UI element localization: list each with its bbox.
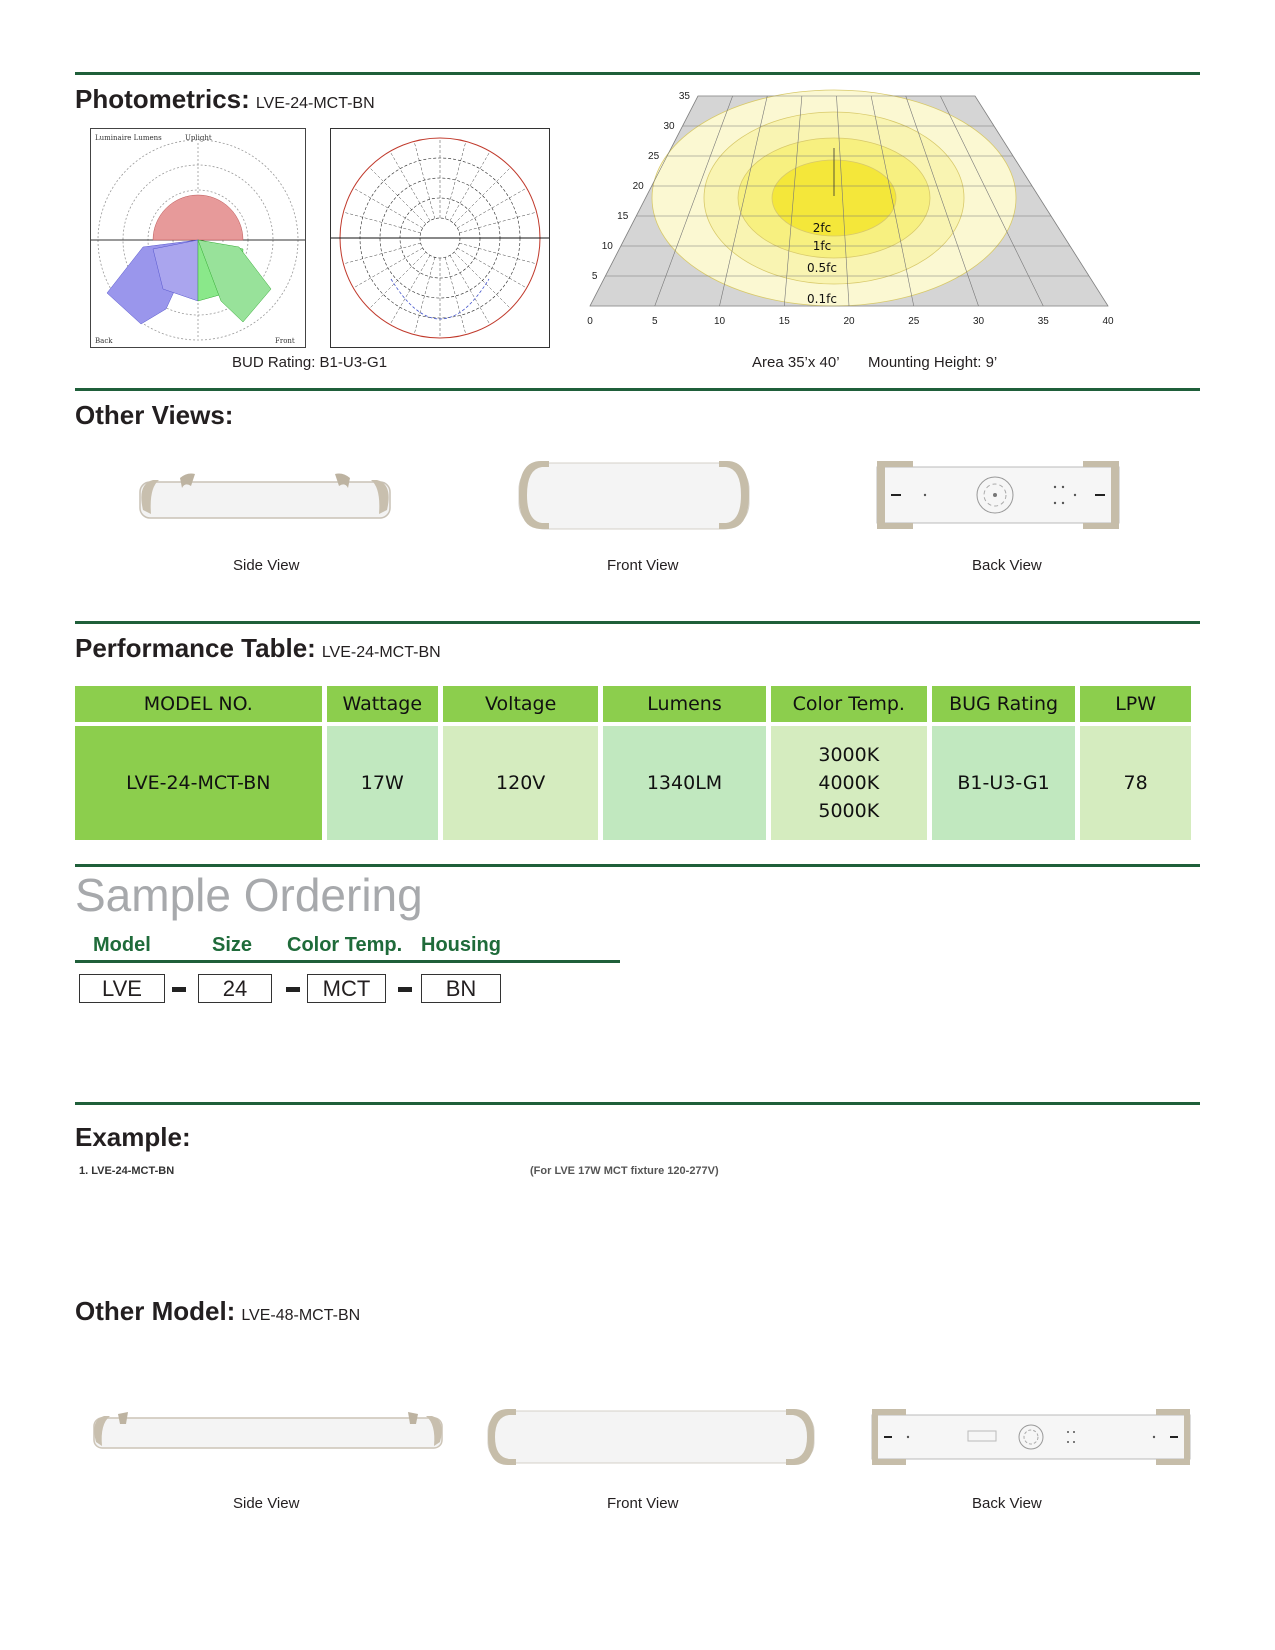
col-model: MODEL NO.	[75, 686, 322, 722]
col-bug-rating: BUG Rating	[932, 686, 1075, 722]
cct-4000: 4000K	[818, 772, 880, 794]
photometrics-heading	[75, 84, 375, 115]
front-view-image	[509, 455, 759, 535]
order-header-model: Model	[93, 934, 151, 956]
polar-grid-spoke	[414, 257, 435, 334]
other-model-heading	[75, 1296, 360, 1327]
iso-x-tick: 20	[843, 316, 855, 327]
iso-y-tick: 15	[617, 211, 629, 222]
other-side-view-caption: Side View	[233, 1495, 300, 1512]
other-model-title: Other Model:	[75, 1296, 236, 1326]
cell-lumens: 1340LM	[603, 726, 765, 840]
polar-grid-spoke	[454, 252, 511, 309]
performance-table	[70, 682, 1196, 844]
order-dash	[286, 987, 300, 992]
polar-grid-spoke	[445, 141, 466, 218]
polar-grid-spoke	[353, 188, 422, 228]
iso-x-tick: 10	[713, 316, 726, 327]
other-front-view-image	[482, 1405, 820, 1469]
polar-grid-chart	[330, 128, 550, 348]
cct-5000: 5000K	[818, 800, 880, 822]
other-side-view-image	[90, 1408, 446, 1458]
photometrics-model: LVE-24-MCT-BN	[255, 95, 375, 112]
cell-lpw: 78	[1080, 726, 1191, 840]
cell-bug-rating: B1-U3-G1	[932, 726, 1075, 840]
section-rule	[75, 1102, 1200, 1105]
col-lumens: Lumens	[603, 686, 765, 722]
section-rule	[75, 864, 1200, 867]
photometrics-title: Photometrics:	[75, 84, 250, 114]
polar-grid-spoke	[343, 243, 420, 264]
iso-y-tick: 5	[591, 271, 598, 282]
cct-3000: 3000K	[818, 744, 880, 766]
polar-grid-spoke	[390, 255, 430, 324]
iso-x-tick: 40	[1102, 316, 1114, 327]
cell-voltage: 120V	[443, 726, 598, 840]
other-back-view-image	[868, 1405, 1194, 1469]
iso-y-tick: 25	[648, 151, 660, 162]
side-view-image	[135, 470, 395, 530]
order-dash	[172, 987, 186, 992]
polar-grid-spoke	[457, 188, 526, 228]
iso-contour-label: 1fc	[812, 239, 832, 253]
order-header-housing: Housing	[421, 934, 501, 956]
polar-grid-spoke	[369, 167, 426, 224]
iso-y-tick: 35	[678, 91, 690, 102]
other-back-view-caption: Back View	[972, 1495, 1042, 1512]
iso-x-tick: 15	[778, 316, 790, 327]
polar-grid-spoke	[459, 243, 536, 264]
iso-contour-label: 2fc	[812, 221, 832, 235]
other-model-name: LVE-48-MCT-BN	[241, 1307, 361, 1324]
bud-rating-caption: BUD Rating: B1-U3-G1	[232, 354, 388, 371]
col-lpw: LPW	[1080, 686, 1191, 722]
iso-x-tick: 30	[972, 316, 985, 327]
polar-label-lumens: Luminaire Lumens	[95, 134, 162, 142]
col-voltage: Voltage	[443, 686, 598, 722]
polar-grid-spoke	[343, 212, 420, 233]
other-views-heading: Other Views:	[75, 400, 234, 430]
polar-grid-spoke	[457, 248, 526, 288]
back-view-image	[873, 455, 1123, 535]
iso-x-tick: 35	[1037, 316, 1049, 327]
order-rule	[75, 960, 620, 963]
iso-contour-label: 0.1fc	[807, 292, 837, 306]
polar-grid-spoke	[414, 141, 435, 218]
section-rule	[75, 621, 1200, 624]
order-box-housing: BN	[421, 974, 501, 1003]
other-front-view-caption: Front View	[607, 1495, 679, 1512]
cell-model: LVE-24-MCT-BN	[75, 726, 322, 840]
iso-y-tick: 10	[601, 241, 613, 252]
uplight-lobe	[153, 195, 243, 240]
order-box-color-temp: MCT	[307, 974, 386, 1003]
order-box-size: 24	[198, 974, 272, 1003]
polar-grid-spoke	[454, 167, 511, 224]
sample-ordering-title: Sample Ordering	[75, 869, 423, 921]
table-header-row	[75, 686, 1191, 722]
order-header-color-temp: Color Temp.	[287, 934, 403, 956]
polar-label-front: Front	[275, 337, 295, 345]
order-dash	[398, 987, 412, 992]
iso-x-tick: 25	[908, 316, 920, 327]
polar-grid-spoke	[445, 257, 466, 334]
side-view-caption: Side View	[233, 557, 300, 574]
section-rule	[75, 72, 1200, 75]
isofootcandle-chart	[587, 88, 1170, 348]
iso-x-tick: 5	[651, 316, 658, 327]
section-rule	[75, 388, 1200, 391]
performance-title: Performance Table:	[75, 633, 316, 663]
polar-grid-spoke	[450, 255, 490, 324]
order-header-size: Size	[212, 934, 253, 956]
area-caption: Area 35’x 40’	[752, 354, 840, 371]
example-heading: Example:	[75, 1122, 191, 1152]
polar-label-back: Back	[95, 337, 113, 345]
performance-heading	[75, 633, 441, 664]
back-view-caption: Back View	[972, 557, 1042, 574]
iso-x-tick: 0	[587, 316, 593, 327]
col-color-temp: Color Temp.	[771, 686, 927, 722]
iso-y-tick: 30	[663, 121, 675, 132]
order-box-model: LVE	[79, 974, 165, 1003]
example-note: (For LVE 17W MCT fixture 120-277V)	[530, 1165, 719, 1177]
polar-grid-spoke	[450, 151, 490, 220]
polar-label-uplight: Uplight	[185, 134, 212, 142]
polar-grid-spoke	[369, 252, 426, 309]
example-line: 1. LVE-24-MCT-BN	[79, 1165, 175, 1177]
iso-contour-label: 0.5fc	[807, 261, 837, 275]
polar-distribution-chart	[90, 128, 306, 348]
iso-y-tick: 20	[632, 181, 644, 192]
cell-color-temp	[771, 726, 927, 840]
mounting-height-caption: Mounting Height: 9’	[868, 354, 998, 371]
col-wattage: Wattage	[327, 686, 438, 722]
cell-wattage: 17W	[327, 726, 438, 840]
table-row	[75, 726, 1191, 840]
performance-model: LVE-24-MCT-BN	[321, 644, 441, 661]
polar-grid-spoke	[459, 212, 536, 233]
front-view-caption: Front View	[607, 557, 679, 574]
